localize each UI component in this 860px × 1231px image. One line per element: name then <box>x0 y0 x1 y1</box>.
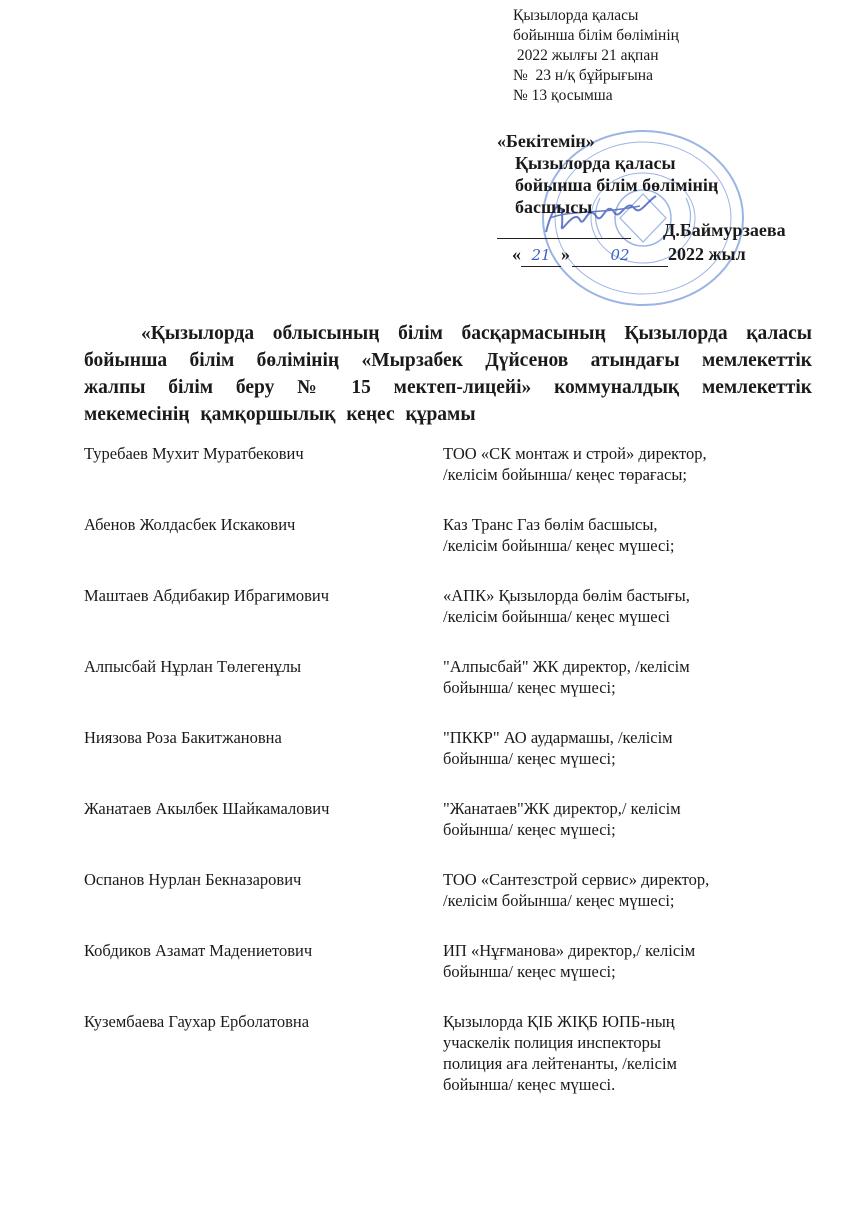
member-role-line: "Алпысбай" ЖК директор, /келісім <box>443 657 690 676</box>
member-role-line: «АПК» Қызылорда бөлім бастығы, <box>443 586 690 605</box>
approval-title: «Бекітемін» <box>497 131 595 151</box>
members-list <box>84 443 824 1124</box>
attachment-line: № 23 н/қ бұйрығына <box>513 67 653 84</box>
member-row <box>84 798 824 840</box>
member-row <box>84 1011 824 1095</box>
member-name: Кобдиков Азамат Мадениетович <box>84 941 313 960</box>
member-role <box>443 869 783 911</box>
member-role <box>443 585 783 627</box>
member-role-line: "ПККР" АО аудармашы, /келісім <box>443 728 673 747</box>
date-close-quote: » <box>561 244 570 264</box>
approval-line: Қызылорда қаласы <box>515 153 676 173</box>
member-role-line: бойынша/ кеңес мүшесі. <box>443 1075 616 1094</box>
member-role-line: ТОО «Сантезстрой сервис» директор, <box>443 870 710 889</box>
member-row <box>84 656 824 698</box>
attachment-line: № 13 қосымша <box>513 87 613 104</box>
member-name: Алпысбай Нұрлан Төлегенұлы <box>84 657 302 676</box>
member-role <box>443 443 783 485</box>
member-role <box>443 1011 783 1095</box>
member-role-line: бойынша/ кеңес мүшесі; <box>443 820 616 839</box>
member-role-line: /келісім бойынша/ кеңес мүшесі; <box>443 536 675 555</box>
member-name: Ниязова Роза Бакитжановна <box>84 728 282 747</box>
member-role-line: полиция аға лейтенанты, /келісім <box>443 1054 677 1073</box>
member-role-line: бойынша/ кеңес мүшесі; <box>443 678 616 697</box>
approval-block <box>497 130 817 218</box>
member-name: Маштаев Абдибакир Ибрагимович <box>84 586 329 605</box>
member-row <box>84 585 824 627</box>
approval-date <box>512 243 746 267</box>
attachment-line: Қызылорда қаласы <box>513 7 639 24</box>
member-name: Оспанов Нурлан Бекназарович <box>84 870 302 889</box>
approval-line: басшысы <box>515 197 593 217</box>
attachment-note <box>513 6 679 106</box>
signature-line <box>497 218 631 239</box>
date-day: 21 <box>521 244 561 267</box>
date-open-quote: « <box>512 244 521 264</box>
date-year: 2022 жыл <box>668 244 746 264</box>
document-heading: «Қызылорда облысының білім басқармасының Қызылорда қаласы бойынша білім бөлімінің «Мырзабек Дүйсенов атындағы мемлекеттік жалпы білім беру № 15 мектеп-лицейі» коммуналдық мемлекеттік мекемесінің қамқоршылық кеңес құрамы <box>84 323 812 425</box>
member-row <box>84 443 824 485</box>
member-row <box>84 940 824 982</box>
member-name: Абенов Жолдасбек Искакович <box>84 515 296 534</box>
member-role-line: /келісім бойынша/ кеңес мүшесі; <box>443 891 675 910</box>
member-role <box>443 656 783 698</box>
member-role <box>443 940 783 982</box>
member-role-line: ТОО «СК монтаж и строй» директор, <box>443 444 707 463</box>
member-role-line: бойынша/ кеңес мүшесі; <box>443 749 616 768</box>
approval-line: бойынша білім бөлімінің <box>515 175 719 195</box>
attachment-line: бойынша білім бөлімінің <box>513 27 679 44</box>
member-role-line: /келісім бойынша/ кеңес мүшесі <box>443 607 670 626</box>
member-row <box>84 727 824 769</box>
member-role <box>443 727 783 769</box>
member-role-line: Қызылорда ҚІБ ЖІҚБ ЮПБ-ның <box>443 1012 675 1031</box>
attachment-line: 2022 жылғы 21 ақпан <box>513 47 659 64</box>
member-role-line: "Жанатаев"ЖК директор,/ келісім <box>443 799 681 818</box>
member-role-line: /келісім бойынша/ кеңес төрағасы; <box>443 465 687 484</box>
member-role-line: ИП «Нұғманова» директор,/ келісім <box>443 941 696 960</box>
member-role-line: учаскелік полиция инспекторы <box>443 1033 661 1052</box>
member-row <box>84 514 824 556</box>
member-name: Кузембаева Гаухар Ерболатовна <box>84 1012 310 1031</box>
member-role <box>443 514 783 556</box>
date-month: 02 <box>572 244 668 267</box>
member-name: Жанатаев Акылбек Шайкамалович <box>84 799 330 818</box>
member-name: Туребаев Мухит Муратбекович <box>84 444 304 463</box>
member-row <box>84 869 824 911</box>
signer-name: Д.Баймурзаева <box>663 220 786 240</box>
member-role-line: Каз Транс Газ бөлім басшысы, <box>443 515 658 534</box>
member-role-line: бойынша/ кеңес мүшесі; <box>443 962 616 981</box>
member-role <box>443 798 783 840</box>
